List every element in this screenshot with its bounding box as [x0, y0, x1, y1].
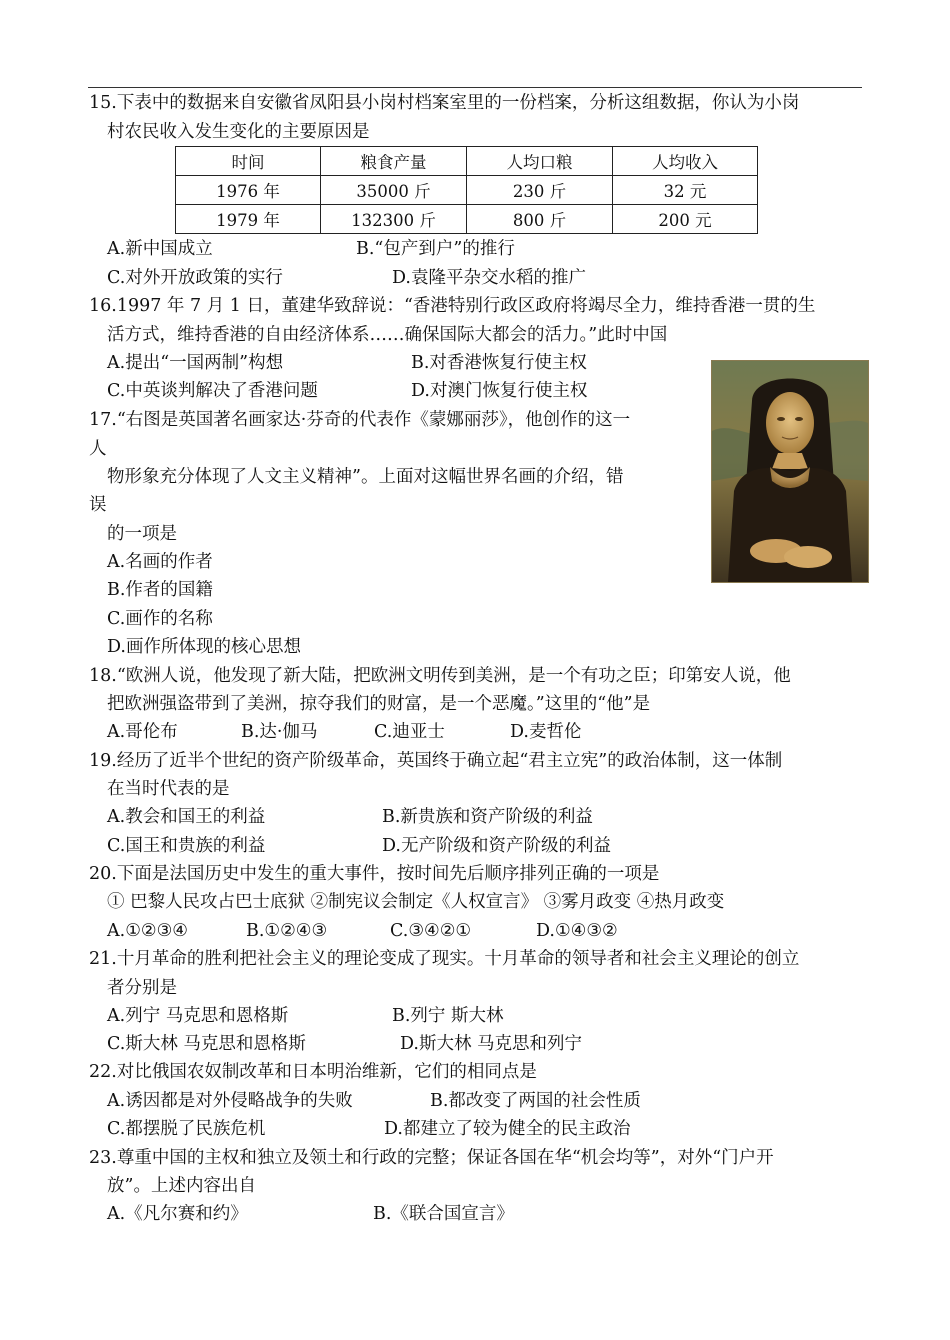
- q20-option-a: A.①②③④: [107, 921, 188, 941]
- table-header-cell: 人均收入: [613, 147, 758, 176]
- q18-option-c: C.迪亚士: [374, 722, 445, 742]
- table-cell: 35000 斤: [321, 176, 467, 205]
- table-cell: 800 斤: [467, 205, 613, 234]
- q20-option-b: B.①②④③: [246, 921, 328, 941]
- q22-stem-line1: 22.对比俄国农奴制改革和日本明治维新，它们的相同点是: [89, 1062, 537, 1082]
- q16-option-d: D.对澳门恢复行使主权: [411, 381, 588, 401]
- table-header-row: [176, 147, 758, 176]
- q18-stem-line1: 18.“欧洲人说，他发现了新大陆，把欧洲文明传到美洲，是一个有功之臣；印第安人说，他: [89, 666, 791, 686]
- q17-option-c: C.画作的名称: [107, 609, 213, 629]
- table-header-cell: 时间: [176, 147, 321, 176]
- q15-stem-line1: 15.下表中的数据来自安徽省凤阳县小岗村档案室里的一份档案，分析这组数据，你认为小岗: [89, 93, 800, 113]
- q19-option-c: C.国王和贵族的利益: [107, 836, 266, 856]
- q23-option-b: B.《联合国宣言》: [373, 1204, 514, 1224]
- q16-option-c: C.中英谈判解决了香港问题: [107, 381, 318, 401]
- q20-stem-line2: ① 巴黎人民攻占巴士底狱 ②制宪议会制定《人权宣言》 ③雾月政变 ④热月政变: [107, 892, 725, 912]
- q17-stem-line3: 的一项是: [107, 524, 177, 544]
- q15-option-b: B.“包产到户”的推行: [356, 239, 515, 259]
- q17-option-d: D.画作所体现的核心思想: [107, 637, 301, 657]
- table-row: [176, 176, 758, 205]
- table-row: [176, 205, 758, 234]
- table-cell: 200 元: [613, 205, 758, 234]
- q17-stem-line2-wrap: 误: [89, 495, 107, 515]
- q18-option-d: D.麦哲伦: [510, 722, 582, 742]
- table-header-cell: 粮食产量: [321, 147, 467, 176]
- table-cell: 1979 年: [176, 205, 321, 234]
- q17-stem-line2: 物形象充分体现了人文主义精神”。上面对这幅世界名画的介绍，错: [107, 467, 624, 487]
- q19-option-b: B.新贵族和资产阶级的利益: [382, 807, 593, 827]
- q20-stem-line1: 20.下面是法国历史中发生的重大事件，按时间先后顺序排列正确的一项是: [89, 864, 660, 884]
- q15-option-a: A.新中国成立: [107, 239, 213, 259]
- q16-stem-line1: 16.1997 年 7 月 1 日，董建华致辞说：“香港特别行政区政府将竭尽全力，维持香港一贯的生: [89, 296, 816, 316]
- table-header-cell: 人均口粮: [467, 147, 613, 176]
- q19-stem-line1: 19.经历了近半个世纪的资产阶级革命，英国终于确立起“君主立宪”的政治体制，这一体制: [89, 751, 783, 771]
- q18-option-b: B.达·伽马: [241, 722, 318, 742]
- q23-option-a: A.《凡尔赛和约》: [107, 1204, 248, 1224]
- q21-option-c: C.斯大林 马克思和恩格斯: [107, 1034, 306, 1054]
- q17-option-a: A.名画的作者: [107, 552, 213, 572]
- q21-stem-line1: 21.十月革命的胜利把社会主义的理论变成了现实。十月革命的领导者和社会主义理论的创立: [89, 949, 800, 969]
- q21-option-b: B.列宁 斯大林: [392, 1006, 504, 1026]
- q19-option-d: D.无产阶级和资产阶级的利益: [382, 836, 611, 856]
- q16-option-a: A.提出“一国两制”构想: [107, 353, 284, 373]
- q16-stem-line2: 活方式，维持香港的自由经济体系……确保国际大都会的活力。”此时中国: [107, 325, 668, 345]
- portrait-painting-icon: [712, 361, 868, 582]
- table-cell: 132300 斤: [321, 205, 467, 234]
- q15-option-d: D.袁隆平杂交水稻的推广: [392, 268, 586, 288]
- q19-option-a: A.教会和国王的利益: [107, 807, 266, 827]
- q22-option-d: D.都建立了较为健全的民主政治: [384, 1119, 631, 1139]
- q21-stem-line2: 者分别是: [107, 978, 177, 998]
- q15-option-c: C.对外开放政策的实行: [107, 268, 283, 288]
- q22-option-c: C.都摆脱了民族危机: [107, 1119, 266, 1139]
- table-cell: 230 斤: [467, 176, 613, 205]
- q18-stem-line2: 把欧洲强盗带到了美洲，掠夺我们的财富，是一个恶魔。”这里的“他”是: [107, 694, 651, 714]
- header-rule: [88, 87, 862, 88]
- q15-data-table: [175, 146, 758, 234]
- q23-stem-line1: 23.尊重中国的主权和独立及领土和行政的完整；保证各国在华“机会均等”，对外“门户开: [89, 1148, 774, 1168]
- q20-option-d: D.①④③②: [536, 921, 618, 941]
- q22-option-b: B.都改变了两国的社会性质: [430, 1091, 641, 1111]
- q17-stem-line1: 17.“右图是英国著名画家达·芬奇的代表作《蒙娜丽莎》，他创作的这一: [89, 410, 631, 430]
- table-cell: 32 元: [613, 176, 758, 205]
- q16-option-b: B.对香港恢复行使主权: [411, 353, 587, 373]
- q17-option-b: B.作者的国籍: [107, 580, 213, 600]
- q21-option-d: D.斯大林 马克思和列宁: [400, 1034, 583, 1054]
- q15-stem-line2: 村农民收入发生变化的主要原因是: [107, 122, 370, 142]
- q19-stem-line2: 在当时代表的是: [107, 779, 230, 799]
- table-cell: 1976 年: [176, 176, 321, 205]
- q17-stem-line1-wrap: 人: [89, 439, 107, 459]
- mona-lisa-image: [711, 360, 869, 583]
- q22-option-a: A.诱因都是对外侵略战争的失败: [107, 1091, 353, 1111]
- q18-option-a: A.哥伦布: [107, 722, 178, 742]
- q21-option-a: A.列宁 马克思和恩格斯: [107, 1006, 289, 1026]
- q23-stem-line2: 放”。上述内容出自: [107, 1176, 256, 1196]
- q20-option-c: C.③④②①: [390, 921, 472, 941]
